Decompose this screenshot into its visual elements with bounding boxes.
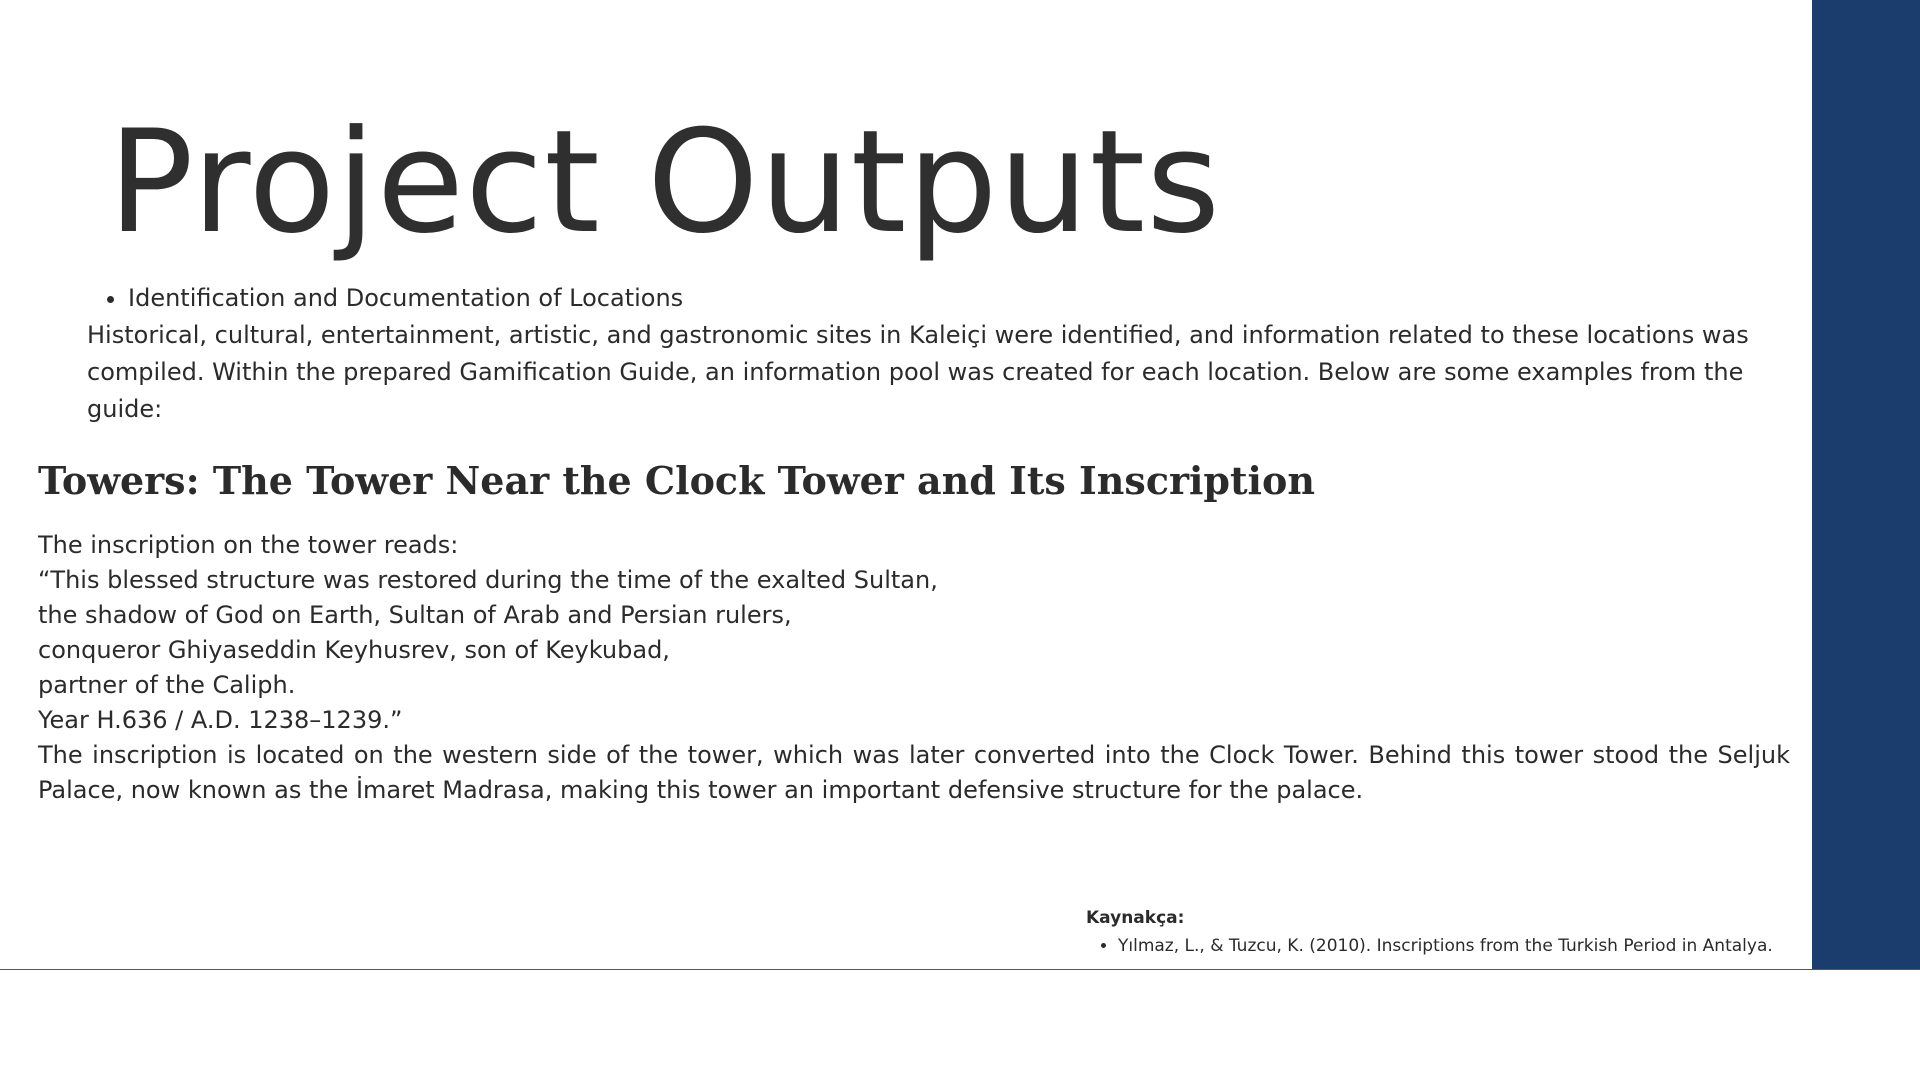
body-paragraph: The inscription is located on the western side of the tower, which was later converted into the Clock Tower. Behind this tower stood the Seljuk Palace, now known as the İmaret Madrasa, making this tower an important defensive structure for the palace. (38, 741, 1790, 804)
section-body (38, 528, 1790, 808)
intro-paragraph: Historical, cultural, entertainment, artistic, and gastronomic sites in Kaleiçi were identified, and information related to these locations was compiled. Within the prepared Gamification Guide, an information pool was created for each location. Below are some examples from the guide: (87, 321, 1749, 423)
slide-bottom-divider (0, 969, 1920, 970)
body-line: “This blessed structure was restored during the time of the exalted Sultan, (38, 566, 938, 594)
section-heading: Towers: The Tower Near the Clock Tower and Its Inscription (38, 458, 1315, 503)
body-line: The inscription on the tower reads: (38, 531, 459, 559)
bullet-item: • Identification and Documentation of Locations (128, 282, 683, 314)
bullet-list (104, 282, 683, 314)
page-title: Project Outputs (108, 100, 1222, 265)
reference-item: • Yılmaz, L., & Tuzcu, K. (2010). Inscriptions from the Turkish Period in Antalya. (1118, 932, 1812, 960)
body-line: the shadow of God on Earth, Sultan of Arab and Persian rulers, (38, 601, 792, 629)
body-line: Year H.636 / A.D. 1238–1239.” (38, 706, 403, 734)
accent-band (1812, 0, 1920, 969)
references-list (1086, 932, 1812, 960)
references (1086, 904, 1812, 960)
body-line: conqueror Ghiyaseddin Keyhusrev, son of Keykubad, (38, 636, 670, 664)
references-heading: Kaynakça: (1086, 908, 1185, 928)
body-line: partner of the Caliph. (38, 671, 296, 699)
